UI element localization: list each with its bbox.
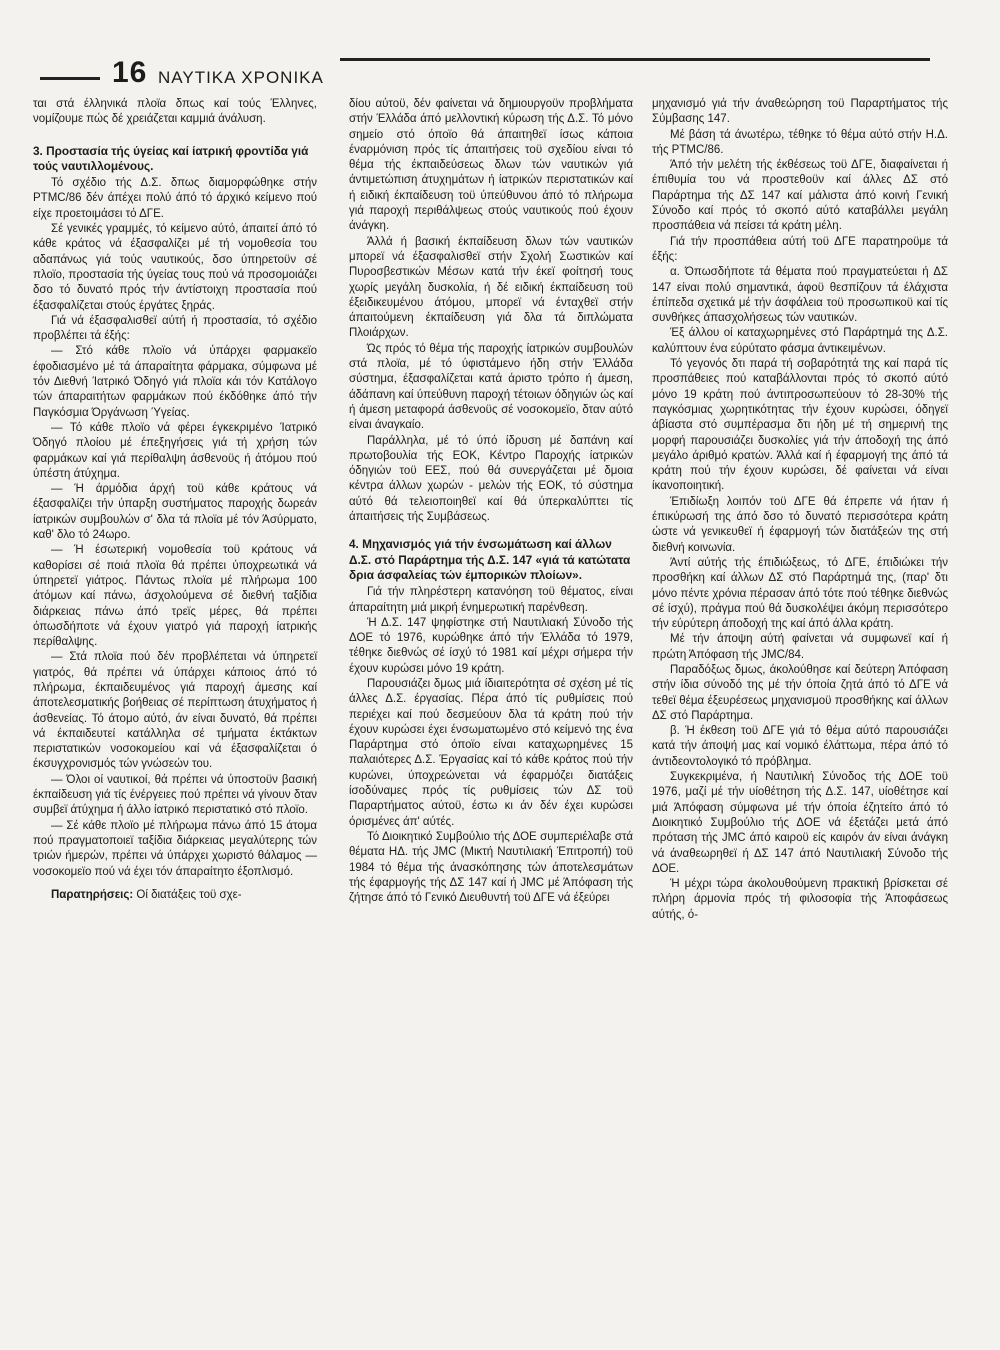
paragraph: Άλλά ή βασική έκπαίδευση δλων τών ναυτικών μπορεϊ νά έξασφαλισθεϊ στήν Σχολή Σωστικών καί Πυροσβεστικών Μέσων κατά τήν έκεϊ φοίτησή τους χωρίς μεγάλη δυσκολία, ή δέ ειδική έκπαίδευση τοϋ έξειδικευμένου άτόμου, μπορεϊ νά ένταχθεϊ στήν άπαιτούμενη έκπαίδευση γιά δλα τά διπλώματα Πλοιάρχων. [349, 235, 633, 340]
paragraph: Μέ βάση τά άνωτέρω, τέθηκε τό θέμα αύτό στήν Η.Δ. τής PTMC/86. [652, 128, 948, 156]
paragraph: Παραδόξως δμως, άκολούθησε καί δεύτερη Άπόφαση στήν ίδια σύνοδό της μέ τήν όποία ζητά άπό τό ΔΓΕ νά τεθεϊ θέμα έξευρέσεως μηχανισμοϋ προσθήκης καί άλλων ΔΣ στό Παράρτημα. [652, 663, 948, 722]
paragraph: Ώς πρός τό θέμα τής παροχής ίατρικών συμβουλών στά πλοϊα, μέ τό ύφιστάμενο ήδη στήν Έλλάδα σύστημα, έξασφαλίζεται κατά άριστο τρόπο ή άμεση, άδάπανη καί ύπεύθυνη παροχή τέτοιων όδηγιών ώς καί ή άμεση μεταφορά άσθενοϋς σέ νοσοκομεϊο, δταν αύτό είναι άναγκαίο. [349, 342, 633, 432]
observations-paragraph [33, 888, 317, 903]
paragraph: β. Ή έκθεση τοϋ ΔΓΕ γιά τό θέμα αύτό παρουσιάζει κατά τήν άποψή μας καί νομικό έλάττωμα, πέρα άπό τό άντιδεοντολογικό τό πρόβλημα. [652, 725, 948, 768]
paragraph: — Στά πλοϊα πού δέν προβλέπεται νά ύπηρετεϊ γιατρός, θά πρέπει νά ύπάρχει κάποιος άπό τό πλήρωμα, έκπαιδευμένος γιά παροχή άμεσης καί άποτελεσματικής βοήθειας σέ περίπτωση άτυχήματος ή άσθενείας. Τό άτομο αύτό, άν είναι δυνατό, θά πρέπει νά έκπαιδευτεί κατάλληλα σέ τμήματα έκτάκτων περιστατικών νοσοκομείου καί νά έξασφαλίζεται ό έκσυγχρονισμός τών γνώσεών του. [33, 651, 317, 771]
paragraph: — Όλοι οί ναυτικοί, θά πρέπει νά ύποστοϋν βασική έκπαίδευση γιά τίς ένέργειες πού πρέπει νά γίνουν δταν συμβεϊ άτύχημα ή άλλο ίατρικό περιστατικό στό πλοϊο. [33, 773, 317, 817]
paragraph: Γιά τήν πληρέστερη κατανόηση τοϋ θέματος, είναι άπαραίτητη μιά μικρή ένημερωτική παρένθεση. [349, 586, 633, 614]
header-right-rule [340, 58, 930, 61]
column-2 [349, 97, 633, 906]
paragraph: Τό σχέδιο τής Δ.Σ. δπως διαμορφώθηκε στήν PTMC/86 δέν άπέχει πολύ άπό τό άρχικό κείμενο πού είχε προετοιμάσει τό ΔΓΕ. [33, 177, 317, 220]
paragraph: — Ή άρμόδια άρχή τοϋ κάθε κράτους νά έξασφαλίζει τήν ύπαρξη συστήματος παροχής δωρεάν ίατρικών συμβουλών σ' δλα τά πλοϊα μέ τόν Άσύρματο, καθ' δλο τό 24ωρο. [33, 483, 317, 542]
paragraph: Γιά τήν προσπάθεια αύτή τοϋ ΔΓΕ παρατηροϋμε τά έξής: [652, 235, 948, 263]
page-number: 16 [112, 56, 148, 89]
paragraph: — Σέ κάθε πλοϊο μέ πλήρωμα πάνω άπό 15 άτομα πού πραγματοποιεϊ ταξίδια διάρκειας μεγαλύτερης τών τριών ήμερών, πρέπει νά ύπάρχει χωριστό θάλαμος — νοσοκομεϊο πού νά έχει τόν άπαραίτητο έξοπλισμό. [33, 819, 317, 878]
paragraph: μηχανισμό γιά τήν άναθεώρηση τοϋ Παραρτήματος τής Σύμβασης 147. [652, 98, 948, 126]
header-left-rule [40, 77, 100, 80]
article-body [33, 97, 951, 1337]
paragraph: Άπό τήν μελέτη τής έκθέσεως τοϋ ΔΓΕ, διαφαίνεται ή έπιθυμία του νά προστεθοϋν καί άλλες ΔΣ στό Παράρτημα τής ΔΣ 147 καί μάλιστα άπό κοινή Γενική Σύνοδο καί πρός τό σκοπό αύτό καταβάλλει μεγάλη προσπάθεια νά πείσει τά κράτη μέλη. [652, 159, 948, 233]
paragraph: Τό γεγονός δτι παρά τή σοβαρότητά της καί παρά τίς προσπάθειες πού καταβάλλονται πρός τό σκοπό αύτό μόνο 19 κράτη πού άντιπροσωπεύουν τό 28-30% τής παγκόσμιας χωρητικότητας τήν έχουν κυρώσει, όδηγεϊ άβίαστα στό συμπέρασμα δτι ήδη μέ τή σημερινή της μορφή παρουσιάζει δυσκολίες γιά τήν άποδοχή της άπό μεγάλο άριθμό κρατών. Άλλά καί ή έφαρμογή της άπό τά κράτη πού τήν έχουν κυρώσει, δέ φαίνεται νά είναι ίκανοποιητική. [652, 358, 948, 493]
paragraph: — Στό κάθε πλοϊο νά ύπάρχει φαρμακεϊο έφοδιασμένο μέ τά άπαραίτητα φάρμακα, σύμφωνα μέ τόν Διεθνή Ίατρικό Όδηγό γιά πλοϊα κάι τόν Κατάλογο τών άπαραιτήτων φαρμάκων πού έκδόθηκε άπό τήν Παγκόσμια Όργάνωση Ύγείας. [33, 345, 317, 419]
paragraph: Ή Δ.Σ. 147 ψηφίστηκε στή Ναυτιλιακή Σύνοδο τής ΔΟΕ τό 1976, κυρώθηκε άπό τήν Έλλάδα τό 1979, τέθηκε διεθνώς σέ ίσχύ τό 1981 καί μέχρι σήμερα τήν έχουν κυρώσει μόνο 19 κράτη. [349, 616, 633, 675]
paragraph: Τό Διοικητικό Συμβούλιο τής ΔΟΕ συμπεριέλαβε στά θέματα ΗΔ. τής JMC (Μικτή Ναυτιλιακή Έπιτροπή) τοϋ 1984 τό θέμα τής άνασκόπησης τών άποτελεσμάτων τής έφαρμογής τής ΔΣ 147 καί ή JMC μέ Άπόφαση τής ζήτησε άπό τό Γενικό Διευθυντή τοϋ ΔΓΕ νά έξεύρει [349, 830, 633, 905]
paragraph: Ή μέχρι τώρα άκολουθούμενη πρακτική βρίσκεται σέ πλήρη άρμονία πρός τή φιλοσοφία τής Άποφάσεως αύτής, ό- [652, 878, 948, 921]
observations-text: Οί διατάξεις τοϋ σχε- [133, 888, 242, 901]
paragraph: Έπιδίωξη λοιπόν τοϋ ΔΓΕ θά έπρεπε νά ήταν ή έπικύρωσή της άπό δσο τό δυνατό περισσότερα κράτη ώστε νά γενικευθεϊ ή έφαρμογή τών διατάξεών της στή διεθνή κοινωνία. [652, 495, 948, 554]
paragraph: — Τό κάθε πλοϊο νά φέρει έγκεκριμένο Ίατρικό Όδηγό πλοίου μέ έπεξηγήσεις γιά τή χρήση τών φαρμάκων καί γιά περίθαλψη άσθενοϋς ή άτόμου πού ύπέστη άτύχημα. [33, 421, 317, 480]
page-header [40, 58, 910, 98]
paragraph: Παρουσιάζει δμως μιά ίδιαιτερότητα σέ σχέση μέ τίς άλλες Δ.Σ. έργασίας. Πέρα άπό τίς ρυθμίσεις πού περιέχει καί πού δεσμεύουν δλα τά κράτη πού τήν έχουν κυρώσει έχει ένσωματωμένο στό κείμενό της ένα Παράρτημα στό όποϊο είναι καταχωρημένες 15 παλαιότερες Δ.Σ. Έργασίας καί τό κάθε κράτος πού τήν κυρώνει, ύποχρεώνεται νά έφαρμόζει διατάξεις ίσοδύναμες πρός τίς ρυθμίσεις τών ΔΣ τοϋ Παραρτήματος αύτοϋ, έστω κι άν δέν έχει κυρώσει όρισμένες άπ' αύτές. [349, 677, 633, 828]
paragraph: α. Όπωσδήποτε τά θέματα πού πραγματεύεται ή ΔΣ 147 είναι πολύ σημαντικά, άφοϋ θεσπίζουν τά έλάχιστα έπίπεδα σχετικά μέ τήν άσφάλεια τοϋ προσωπικοϋ καί τίς συνθήκες άπασχολήσεως τών ναυτικών. [652, 266, 948, 325]
paragraph: Σέ γενικές γραμμές, τό κείμενο αύτό, άπαιτεί άπό τό κάθε κράτος νά έξασφαλίζει μέ τή νομοθεσία του αδαπάνως γιά τούς ναυτικούς, δσο ύπηρετοϋν σέ πλοϊο, προστασία τής ύγείας τους πού νά προσομοιάζει δσο τό δυνατό πρός τήν άντίστοιχη προστασία πού έξασφαλίζεται στούς έργάτες ξηράς. [33, 223, 317, 312]
paragraph: Άντί αύτής τής έπιδιώξεως, τό ΔΓΕ, έπιδιώκει τήν προσθήκη καί άλλων ΔΣ στό Παράρτημά της, (παρ' δτι μόνο πέντε χρόνια πέρασαν άπό τότε πού τέθηκε διεθνώς σέ ίσχύ), πράγμα πού θά δυσκολέψει άκόμη περισσότερο τήν εύρύτερη άποδοχή της καί άπό άλλα κράτη. [652, 556, 948, 631]
paragraph: Συγκεκριμένα, ή Ναυτιλική Σύνοδος τής ΔΟΕ τοϋ 1976, μαζί μέ τήν υίοθέτηση τής Δ.Σ. 147, υίοθέτησε καί μιά Άπόφαση σύμφωνα μέ τήν όποία έζητείτο άπό τό Διοικητικό Συμβούλιο τής ΔΟΕ νά έξετάζει μετά άπό πρόταση τής JMC άπό καιροϋ είς καιρόν άν είναι άνάγκη νά άναθεωρηθεϊ ή ΔΣ 147 άπό Ναυτιλιακή Σύνοδο τής ΔΟΕ. [652, 771, 948, 875]
section-heading-3: 3. Προστασία τής ύγείας καί ίατρική φροντίδα γιά τούς ναυτιλλομένους. [33, 143, 309, 173]
paragraph: Γιά νά έξασφαλισθεϊ αύτή ή προστασία, τό σχέδιο προβλέπει τά έξής: [33, 314, 317, 343]
paragraph: δίου αύτοϋ, δέν φαίνεται νά δημιουργοϋν προβλήματα στήν Έλλάδα άπό μελλοντική κύρωση τής Δ.Σ. Τό μόνο σημείο στό όποϊο θά άπαιτηθεϊ ίσως κάποια έναρμόνιση πρός τίς άπαιτήσεις τοϋ σχεδίου είναι τό θέμα τής έκπαιδεύσεως δλων τών ναυτικών γιά άντιμετώπιση άτυχημάτων ή ίατρικών περιστατικών καί ή ειδική έκπαίδευση τοϋ ύπεύθυνου άπό τό πλήρωμα γιά παροχή περιθάλψεως στούς ναυτικούς πού έχουν άνάγκη. [349, 98, 633, 233]
paragraph: Μέ τήν άποψη αύτή φαίνεται νά συμφωνεϊ καί ή πρώτη Άπόφαση τής JMC/84. [652, 633, 948, 661]
paragraph: ται στά έλληνικά πλοϊα δπως καί τούς Έλληνες, νομίζουμε πώς δέ χρειάζεται καμμιά άνάλυση. [33, 98, 317, 126]
paragraph: — Ή έσωτερική νομοθεσία τοϋ κράτους νά καθορίσει σέ ποιά πλοϊα θά πρέπει ύποχρεωτικά νά ύπηρετεϊ γιάτρος. Πάντως πλοϊα μέ πλήρωμα 100 άτόμων καί πάνω, άσχολούμενα σέ διεθνή ταξίδια διάρκειας πάνω άπό τρεϊς μέρες, θά πρέπει όπωσδήποτε νά έχουν γιατρό γιά παροχή ίατρικής περίθαλψης. [33, 544, 317, 649]
observations-label: Παρατηρήσεις: [51, 888, 134, 901]
column-1 [33, 97, 317, 903]
paragraph: Παράλληλα, μέ τό ύπό ίδρυση μέ δαπάνη καί πρωτοβουλία τής ΕΟΚ, Κέντρο Παροχής ίατρικών όδηγιών τοϋ ΕΕΣ, πού θά συνεργάζεται μέ δμοια κέντρα άλλων χωρών - μελών τής ΕΟΚ, τό σύστημα αύτό θά τελειοποιηθεϊ καί θά ύπερκαλύπτει τίς άπαιτήσεις τής Συμβάσεως. [349, 434, 633, 524]
magazine-title: ΝΑΥΤΙΚΑ ΧΡΟΝΙΚΑ [158, 68, 324, 87]
section-heading-4: 4. Μηχανισμός γιά τήν ένσωμάτωση καί άλλων Δ.Σ. στό Παράρτημα τής Δ.Σ. 147 «γιά τά κατώτατα δρια άσφαλείας τών έμπορικών πλοίων». [349, 537, 631, 582]
column-3 [652, 97, 948, 923]
paragraph: Έξ άλλου οί καταχωρημένες στό Παράρτημά της Δ.Σ. καλύπτουν ένα εύρύτατο φάσμα άντικειμένων. [652, 327, 948, 355]
